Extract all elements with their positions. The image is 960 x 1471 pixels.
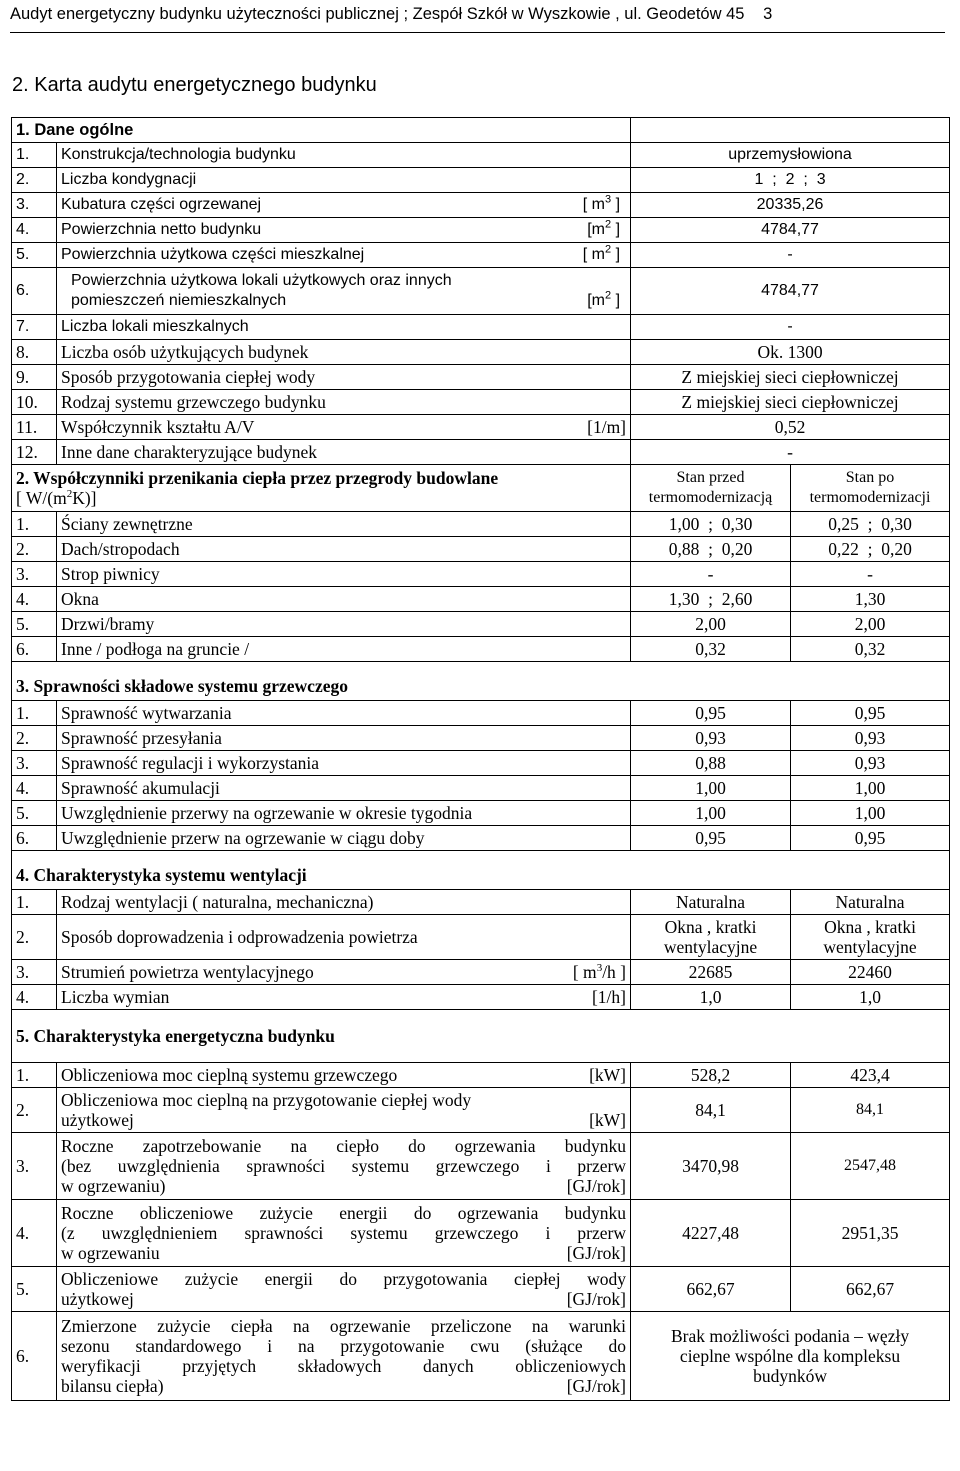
table-row: 1. Sprawność wytwarzania 0,95 0,95 (12, 701, 950, 726)
table-row: 2. Liczba kondygnacji 1 ; 2 ; 3 (12, 168, 950, 193)
table-row: 6. Uwzględnienie przerw na ogrzewanie w ciągu doby 0,95 0,95 (12, 826, 950, 851)
section-5-header (12, 1010, 950, 1063)
table-row: 5. Obliczeniowe zużycie energii do przygotowania ciepłej wody użytkowej [GJ/rok] 662,67 662,67 (12, 1267, 950, 1312)
table-row: 2. Sprawność przesyłania 0,93 0,93 (12, 726, 950, 751)
section-4-title: 4. Charakterystyka systemu wentylacji (12, 851, 950, 890)
table-row: 1. Rodzaj wentylacji ( naturalna, mechaniczna) Naturalna Naturalna (12, 890, 950, 915)
unit-label: [$m^2$ ] (587, 218, 621, 238)
table-row: 5. Uwzględnienie przerwy na ogrzewanie w okresie tygodnia 1,00 1,00 (12, 801, 950, 826)
table-row: 8. Liczba osób użytkujących budynek Ok. 1300 (12, 340, 950, 365)
page-number: 3 (763, 5, 773, 23)
unit-label: [ $m^3/h$ ] (572, 962, 627, 982)
page-header (10, 2, 945, 33)
table-row: 7. Liczba lokali mieszkalnych - (12, 315, 950, 340)
table-row: 5. Powierzchnia użytkowa części mieszkalnej [ $m^2$ ] - (12, 243, 950, 268)
header-text: Audyt energetyczny budynku użyteczności publicznej ; Zespół Szkół w Wyszkowie , ul. Geodetów 45 (10, 5, 745, 23)
section-3-title: 3. Sprawności składowe systemu grzewczego (12, 662, 950, 701)
table-row: 1. Ściany zewnętrzne 1,00 ; 0,30 0,25 ; 0,30 (12, 512, 950, 537)
table-row: 3. Strumień powietrza wentylacyjnego [ $m^3/h$ ] 22685 22460 (12, 960, 950, 985)
measured-note: Brak możliwości podania – węzły cieplne wspólne dla kompleksu budynków (631, 1312, 950, 1401)
audit-card-table (11, 117, 950, 1401)
table-row: 2. Dach/stropodach 0,88 ; 0,20 0,22 ; 0,20 (12, 537, 950, 562)
section-3-header (12, 662, 950, 701)
table-row: 4. Powierzchnia netto budynku [$m^2$ ] 4784,77 (12, 218, 950, 243)
table-row: 2. Sposób doprowadzenia i odprowadzenia powietrza Okna , kratki wentylacyjne Okna , kratki wentylacyjne (12, 915, 950, 960)
table-row: 3. Sprawność regulacji i wykorzystania 0,88 0,93 (12, 751, 950, 776)
table-row: 1. Obliczeniowa moc cieplną systemu grzewczego [kW] 528,2 423,4 (12, 1063, 950, 1088)
table-row: 4. Liczba wymian [1/h] 1,0 1,0 (12, 985, 950, 1010)
table-row: 4. Okna 1,30 ; 2,60 1,30 (12, 587, 950, 612)
table-row: 4. Roczne obliczeniowe zużycie energii do ogrzewania budynku (z uwzględnieniem sprawności systemu grzewczego i przerw w ogrzewaniu [GJ/rok] 4227,48 2951,35 (12, 1200, 950, 1267)
table-row: 3. Roczne zapotrzebowanie na ciepło do ogrzewania budynku (bez uwzględnienia sprawności systemu grzewczego i przerw w ogrzewaniu) [GJ/rok] 3470,98 2547,48 (12, 1133, 950, 1200)
table-row: 12. Inne dane charakteryzujące budynek - (12, 440, 950, 465)
table-row: 6. Inne / podłoga na gruncie / 0,32 0,32 (12, 637, 950, 662)
table-row: 3. Strop piwnicy - - (12, 562, 950, 587)
table-row: 2. Obliczeniowa moc cieplną na przygotowanie ciepłej wody użytkowej [kW] 84,1 84,1 (12, 1088, 950, 1133)
table-row: 11. Współczynnik kształtu A/V [1/m] 0,52 (12, 415, 950, 440)
section-1-title: 1. Dane ogólne (12, 118, 631, 143)
section-4-header (12, 851, 950, 890)
table-row: 4. Sprawność akumulacji 1,00 1,00 (12, 776, 950, 801)
table-row: 6. Zmierzone zużycie ciepła na ogrzewanie przeliczone na warunki sezonu standardowego i na przygotowanie cwu (służące do weryfikacji przyjętych składowych danych obliczeniowych bilansu ciepła) [GJ/rok] Brak możliwości podania – węzły cieplne wspólne dla kompleksu budynków (12, 1312, 950, 1401)
table-row: 6. Powierzchnia użytkowa lokali użytkowych oraz innych pomieszczeń niemieszkalnych [$m^2$ ] 4784,77 (12, 268, 950, 315)
section-1-header (12, 118, 950, 143)
section-5-title: 5. Charakterystyka energetyczna budynku (12, 1010, 950, 1063)
table-row: 1. Konstrukcja/technologia budynku uprzemysłowiona (12, 143, 950, 168)
unit-label: [ $m^3$ ] (582, 193, 621, 213)
section-2-header: 2. Współczynniki przenikania ciepła przez przegrody budowlane [ $W/(m^2K)$] Stan przed termomodernizacją Stan po termomodernizacji (12, 465, 950, 512)
table-row: 5. Drzwi/bramy 2,00 2,00 (12, 612, 950, 637)
unit-label: [ $m^2$ ] (582, 243, 621, 263)
section-2-unit: [ $W/(m^2K)$] (16, 488, 97, 508)
page-title: 2. Karta audytu energetycznego budynku (12, 74, 377, 96)
table-row: 10. Rodzaj systemu grzewczego budynku Z miejskiej sieci ciepłowniczej (12, 390, 950, 415)
table-row: 9. Sposób przygotowania ciepłej wody Z miejskiej sieci ciepłowniczej (12, 365, 950, 390)
table-row: 3. Kubatura części ogrzewanej [ $m^3$ ] 20335,26 (12, 193, 950, 218)
unit-label: [$m^2$ ] (587, 289, 621, 309)
